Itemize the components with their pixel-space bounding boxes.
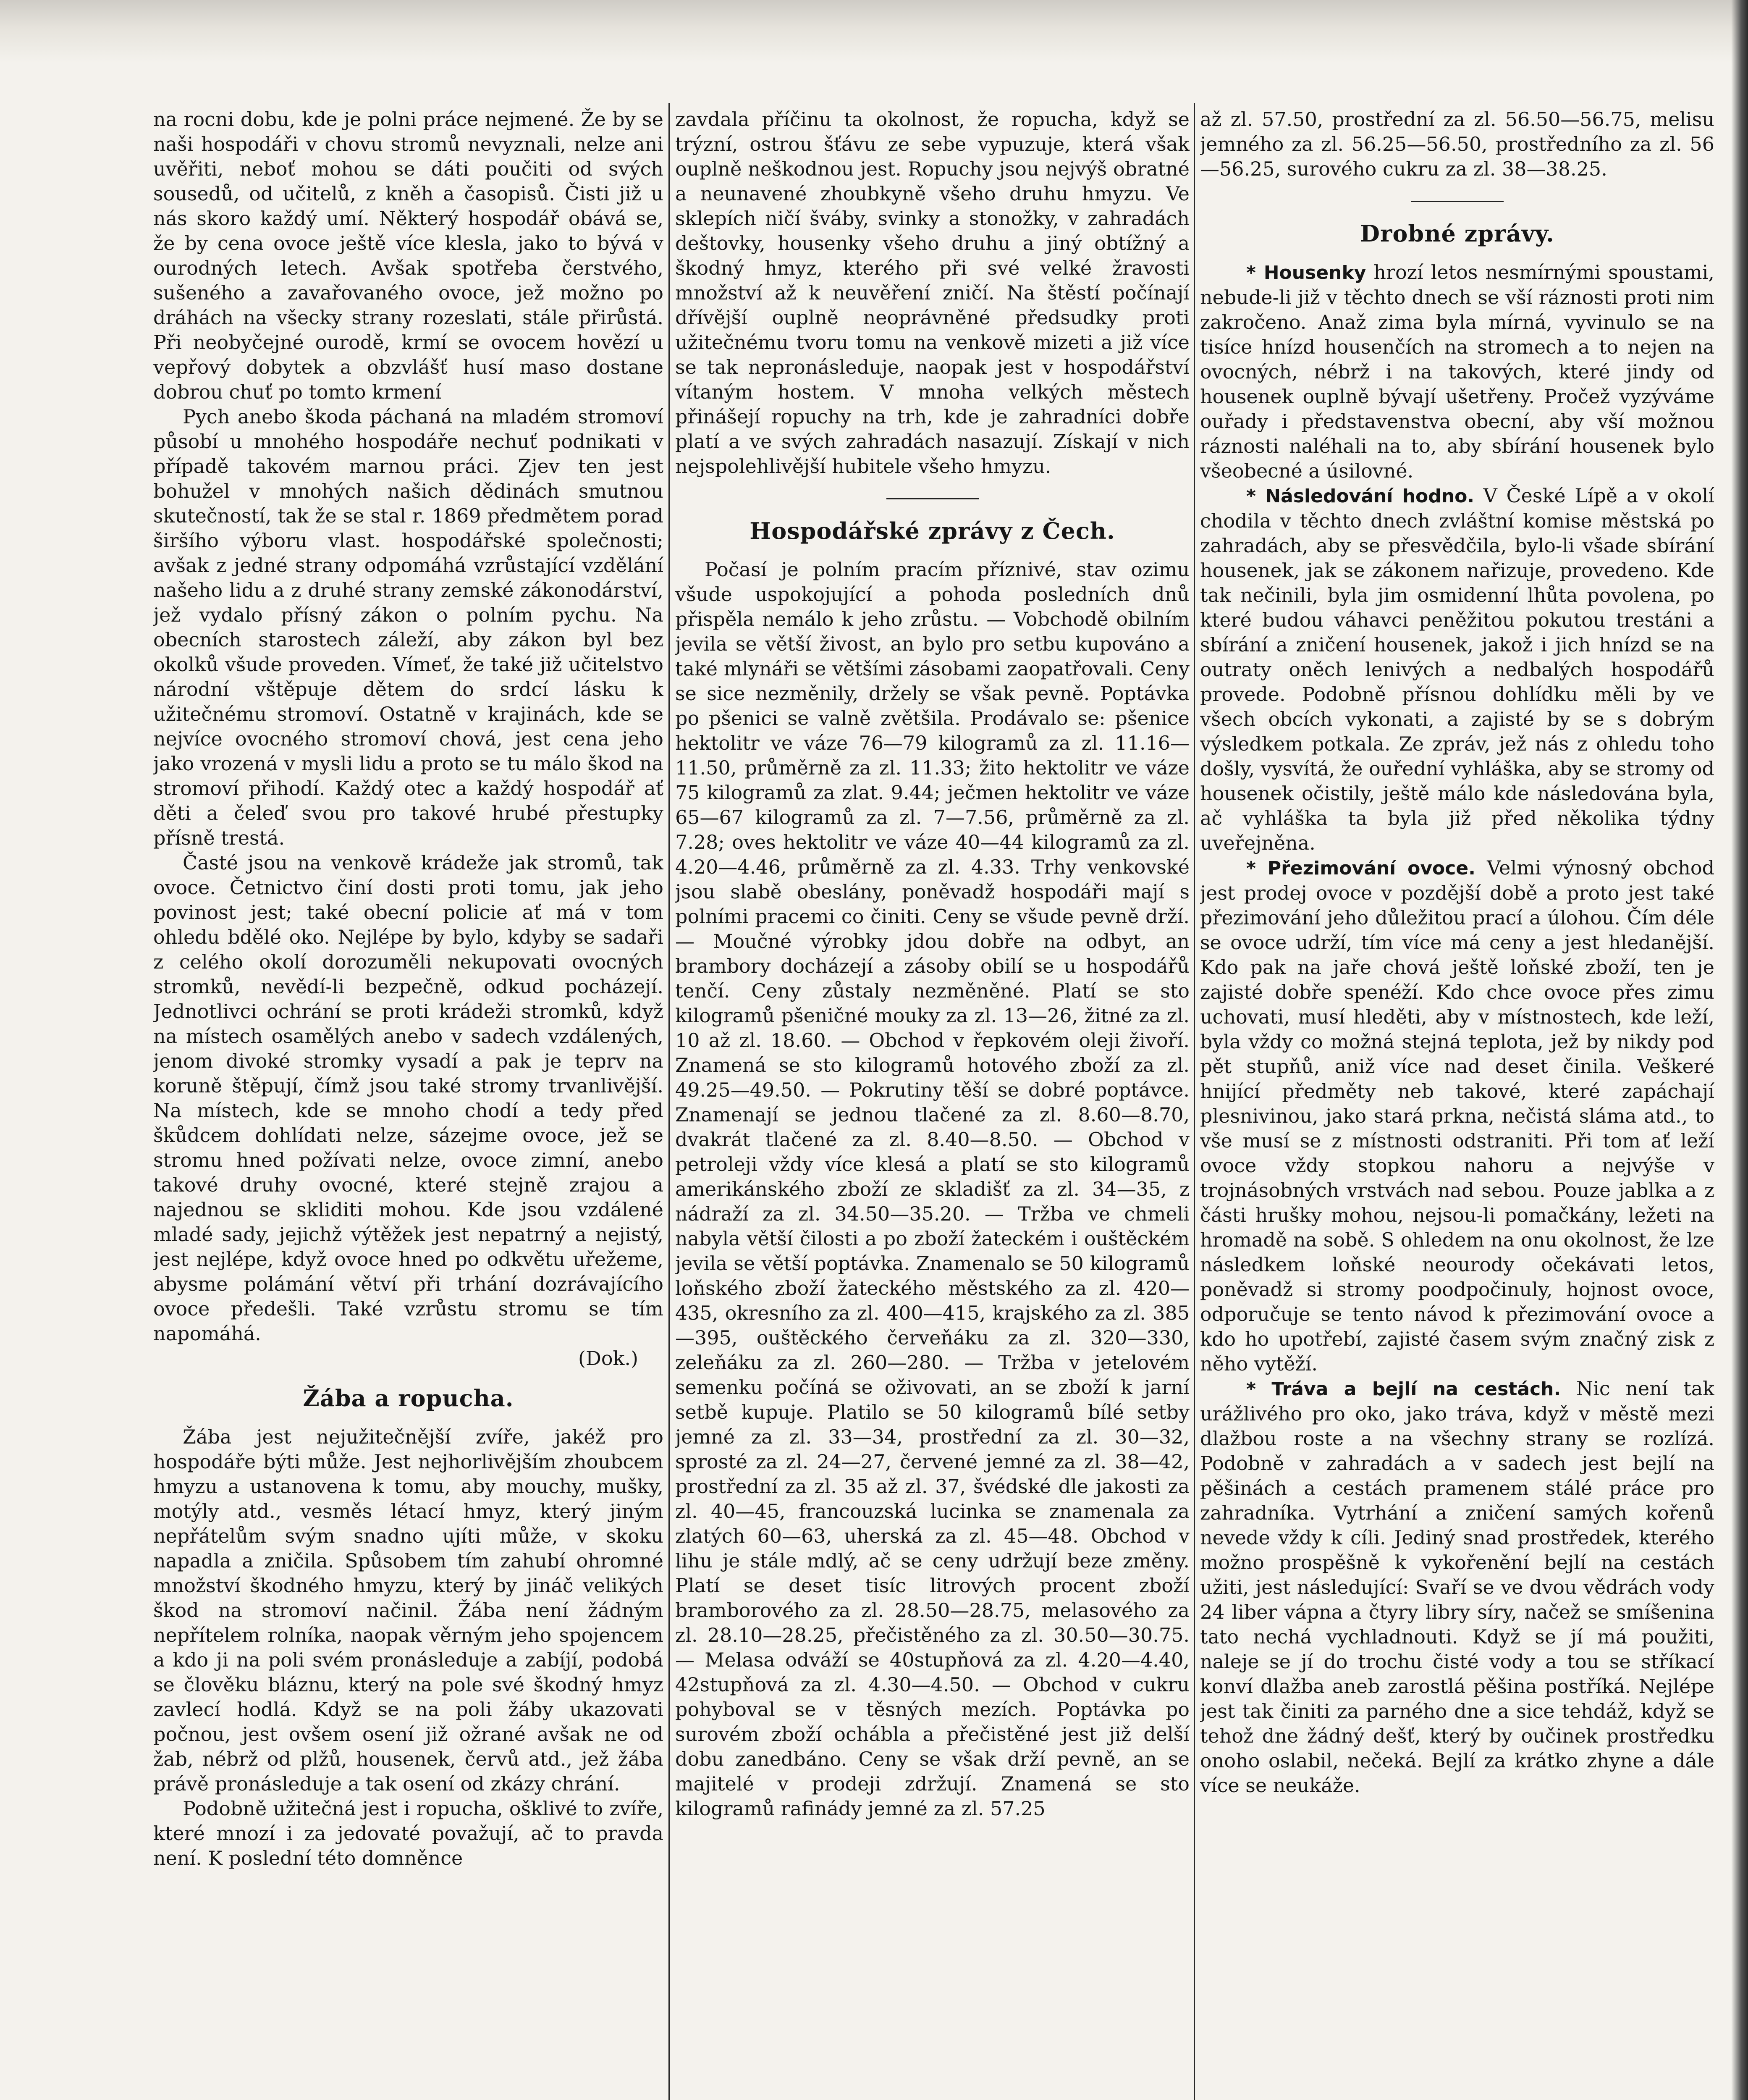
news-item-prezimovani: [1200, 856, 1714, 1376]
news-item-trava: [1200, 1376, 1714, 1798]
column-left: [153, 107, 663, 2100]
column-rule-1: [668, 103, 670, 2100]
paragraph: Časté jsou na venkově krádeže jak stromů, tak ovoce. Četnictvo činí dosti proti tomu, jak jeho povinost jest; také obecní policie ať má v tom ohledu bdělé oko. Nejlépe by bylo, kdyby se sadaři z celého okolí dorozuměli nekupovati ovocných stromků, nevědí-li bezpečně, odkud pocházejí. Jednotlivci ochrání se proti krádeži stromků, když na místech osamělých anebo v sadech vzdálených, jenom divoké stromky vysadí a pak je teprv na koruně štěpují, čímž jsou také stromy trvanlivější. Na místech, kde se mnoho chodí a tedy před škůdcem dohlídati nelze, sázejme ovoce, jež se stromu hned požívati nelze, ovoce zimní, anebo takové druhy ovocné, které stejně zrajou a najednou se skliditi mohou. Kde jsou vzdálené mladé sady, jejichž výtěžek jest nepatrný a nejistý, jest nejlépe, když ovoce hned po odkvětu uřežeme, abysme polámání větví při trhání dozrávajícího ovoce předešli. Také vzrůstu stromu se tím napomáhá.: [153, 851, 663, 1345]
news-item-text: Nic není tak urážlivého pro oko, jako tráva, když v městě mezi dlažbou roste a na všechny strany se rozlízá. Podobně v zahradách a v sadech jest bejlí na pěšinách a cestách pramenem stálé práce pro zahradníka. Vytrhání a zničení samých kořenů nevede vždy k cíli. Jediný snad prostředek, kterého možno prospěšně k vykořenění bejlí na cestách užiti, jest následující: Svaří se ve dvou vědrách vody 24 liber vápna a čtyry libry síry, načež se smíšenina tato nechá vychladnouti. Když se jí má použiti, naleje se jí do trochu čisté vody a tou se stříkací konví dlažba aneb zarostlá pěšina postříká. Nejlépe jest tak činiti za parného dne a sice tehdáž, když se tehož dne žádný dešť, který by oučinek prostředku onoho oslabil, nečeká. Bejlí za krátko zhyne a dále více se neukáže.: [1200, 1377, 1714, 1797]
article-heading-drobne-zpravy: Drobné zprávy.: [1360, 220, 1554, 247]
news-item-lead: * Housenky: [1246, 262, 1366, 284]
article-continuation-note: (Dok.): [578, 1347, 638, 1370]
paragraph: Podobně užitečná jest i ropucha, ošklivé to zvíře, které mnozí i za jedovaté považují, ač to pravda není. K poslední této domněnce: [153, 1797, 663, 1869]
paragraph: zavdala příčinu ta okolnost, že ropucha, když se trýzní, ostrou šťávu ze sebe vypuzuje, která však ouplně neškodnou jest. Ropuchy jsou nejvýš obratné a neunavené zhoubkyně všeho druhu hmyzu. Ve sklepích ničí šváby, svinky a stonožky, v zahradách deštovky, housenky všeho druhu a jiný obtížný a škodný hmyz, kterého při své velké žravosti množství až k neuvěření zničí. Na štěstí počínají dřívější ouplně neoprávněné předsudky proti užitečnému tvoru tomu na venkově mizeti a již více se tak nepronásleduje, naopak jest v hospodářství vítaným hostem. V mnoha velkých městech přinášejí ropuchy na trh, kde je zahradníci dobře platí a ve svých zahradách nasazují. Získají v nich nejspolehlivější hubitele všeho hmyzu.: [675, 108, 1190, 478]
column-rule-2: [1194, 103, 1195, 2100]
paragraph: Počasí je polním pracím příznivé, stav ozimu všude uspokojující a pohoda posledních dnů přispěla nemálo k jeho zrůstu. — Vobchodě obilním jevila se větší živost, an bylo pro setbu kupováno a také mlynáři se většími zásobami zaopatřovali. Ceny se sice nezměnily, držely se však pevně. Poptávka po pšenici se valně zvětšila. Prodávalo se: pšenice hektolitr ve váze 76—79 kilogramů za zl. 11.16—11.50, průměrně za zl. 11.33; žito hektolitr ve váze 75 kilogramů za zlat. 9.44; ječmen hektolitr ve váze 65—67 kilogramů za zl. 7—7.56, průměrně za zl. 7.28; oves hektolitr ve váze 40—44 kilogramů za zl. 4.20—4.46, průměrně za zl. 4.33. Trhy venkovské jsou slabě obeslány, poněvadž hospodáři mají s polními pracemi co činiti. Ceny se všude pevně drží. — Moučné výrobky jdou dobře na odbyt, an brambory docházejí a zásoby obilí se u hospodářů tenčí. Ceny zůstaly nezměněné. Platí se sto kilogramů pšeničné mouky za zl. 13—26, žitné za zl. 10 až zl. 18.60. — Obchod v řepkovém oleji živoří. Znamená se sto kilogramů hotového zboží za zl. 49.25—49.50. — Pokrutiny těší se dobré poptávce. Znamenají se jednou tlačené za zl. 8.60—8.70, dvakrát tlačené za zl. 8.40—8.50. — Obchod v petroleji vždy více klesá a platí se sto kilogramů amerikánského zboží ze skladišť za zl. 34—35, z nádraží za zl. 34.50—35.20. — Tržba ve chmeli nabyla větší čilosti a po zboží žateckém i ouštěckém jevila se větší poptávka. Znamenalo se 50 kilogramů loňského zboží žateckého městského za zl. 420—435, okresního za zl. 400—415, krajského za zl. 385—395, ouštěckého červeňáku za zl. 320—330, zeleňáku za zl. 260—280. — Tržba v jetelovém semenku počíná se oživovati, an se zboží k jarní setbě kupuje. Platilo se 50 kilogramů bílé setby jemné za zl. 33—34, prostřední za zl. 30—32, sprosté za zl. 24—27, červené jemné za zl. 38—42, prostřední za zl. 35 až zl. 37, švédské dle jakosti za zl. 40—45, francouzská lucinka se znamenala za zlatých 60—63, uherská za zl. 45—48. Obchod v lihu je stále mdlý, ač se ceny udržují beze změny. Platí se deset tisíc litrových procent zboží bramborového za zl. 28.50—28.75, melasového za zl. 28.10—28.25, přečistěného za zl. 30.50—30.75. — Melasa odváží se 40stupňová za zl. 4.20—4.40, 42stupňová za zl. 4.30—4.50. — Obchod v cukru pohyboval se v těsných mezích. Poptávka po surovém zboží ochábla a přečistěné jest již delší dobu zanedbáno. Ceny se však drží pevně, an se majitelé v prodeji zdržují. Znamená se sto kilogramů rafinády jemné za zl. 57.25: [675, 558, 1190, 1820]
section-divider: [886, 498, 979, 499]
news-item-housenky: [1200, 260, 1714, 483]
column-middle: [675, 107, 1190, 2100]
paragraph: Pych anebo škoda páchaná na mladém stromoví působí u mnohého hospodáře nechuť podnikati v případě takovém marnou práci. Zjev ten jest bohužel v mnohých našich dědinách smutnou skutečností, tak že se stal r. 1869 předmětem porad širšího výboru vlast. hospodářské společnosti; avšak z jedné strany odpomáhá vzrůstající vzdělání našeho lidu a z druhé strany zemské zákonodárství, jež vydalo přísný zákon o polním pychu. Na obecních starostech záleží, aby zákon byl bez okolků všude proveden. Vímeť, že také již učitelstvo národní vštěpuje dětem do srdcí lásku k užitečnému stromoví. Ostatně v krajinách, kde se nejvíce ovocného stromoví chová, jest cena jeho jako vrozená v mysli lidu a proto se tu málo škod na stromoví přihodí. Každý otec a každý hospodář ať děti a čeleď svou pro takové hrubé přestupky přísně trestá.: [153, 405, 663, 849]
page-top-shadow: [0, 0, 1748, 63]
paragraph: Žába jest nejužitečnější zvíře, jakéž pro hospodáře býti může. Jest nejhorlivějším zhoubcem hmyzu a ustanovena k tomu, aby mouchy, mušky, motýly atd., vesměs létací hmyz, který jiným nepřátelům svým snadno ujíti může, v skoku napadla a zničila. Spůsobem tím zahubí ohromné množství škodného hmyzu, který by jináč velikých škod na stromoví načinil. Žába není žádným nepřítelem rolníka, naopak věrným jeho spojencem a kdo ji na poli svém pronásleduje a zabíjí, podobá se člověku bláznu, který na pole své škodný hmyz zavlecí hodlá. Když se na poli žáby ukazovati počnou, jest ovšem osení již ožrané avšak ne od žab, nébrž od plžů, housenek, červů atd., jež žába právě pronásleduje a tak osení od zkázy chrání.: [153, 1425, 663, 1795]
page-right-edge: [1731, 0, 1748, 2100]
news-item-nasledovani: [1200, 483, 1714, 856]
paragraph: až zl. 57.50, prostřední za zl. 56.50—56.75, melisu jemného za zl. 56.25—56.50, prostředního za zl. 56—56.25, surového cukru za zl. 38—38.25.: [1200, 108, 1714, 180]
news-item-text: Velmi výnosný obchod jest prodej ovoce v pozdější době a proto jest také přezimování jeho důležitou prací a úlohou. Čím déle se ovoce udrží, tím více má ceny a jest hledanější. Kdo pak na jaře chová ještě loňské zboží, ten je zajisté dobře spenéží. Kdo chce ovoce přes zimu uchovati, musí hleděti, aby v místnostech, kde leží, byla vždy co možná stejná teplota, jež by nikdy pod pět stupňů, aniž více nad deset činila. Veškeré hnijící předměty neb takové, které zapáchají plesnivinou, jako stará prkna, nečistá sláma atd., to vše musí se z místnosti odstraniti. Při tom ať leží ovoce vždy stopkou nahoru a nejvýše v trojnásobných vrstvách nad sebou. Pouze jablka a z části hrušky mohou, nejsou-li pomačkány, ležeti na hromadě na sobě. S ohledem na onu okolnost, že lze následkem loňské neourody očekávati letos, poněvadž si stromy poodpočinuly, hojnost ovoce, odporučuje se tento návod k přezimování ovoce a kdo ho upotřebí, zajisté časem svým značný zisk z něho vytěží.: [1200, 856, 1714, 1375]
article-heading-hospodarske-zpravy: Hospodářské zprávy z Čech.: [750, 517, 1115, 544]
news-item-lead: * Tráva a bejlí na cestách.: [1246, 1378, 1561, 1400]
news-item-lead: * Přezimování ovoce.: [1246, 858, 1475, 879]
column-right: [1200, 107, 1714, 2100]
article-heading-zaba: Žába a ropucha.: [303, 1385, 514, 1412]
section-divider: [1411, 201, 1504, 202]
news-item-text: hrozí letos nesmírnými spoustami, nebude-li již v těchto dnech se vší ráznosti proti nim zakročeno. Anaž zima byla mírná, vyvinulo se na tisíce hnízd housenčích na stromech a to nejen na ovocných, nébrž i na takových, které jindy od housenek ouplně bývají ušetřeny. Pročež vyzýváme ouřady i představenstva obecní, aby vší možnou ráznosti naléhali na to, aby sbírání housenek bylo všeobecné a úsilovné.: [1200, 261, 1714, 482]
paragraph: na rocni dobu, kde je polni práce nejmené. Že by se naši hospodáři v chovu stromů nevyznali, nelze ani uvěřiti, neboť mohou se dáti poučiti od svých sousedů, od učitelů, z kněh a časopisů. Čisti již u nás skoro každý umí. Některý hospodář obává se, že by cena ovoce ještě více klesla, jako to bývá v ourodných letech. Avšak spotřeba čerstvého, sušeného a zavařovaného ovoce, jež možno po dráhách na všecky strany rozeslati, stále přirůstá. Při neobyčejné ourodě, krmí se ovocem hovězí u vepřový dobytek a obzvlášť husí maso dostane dobrou chuť po tomto krmení: [153, 108, 663, 403]
news-item-lead: * Následování hodno.: [1246, 486, 1475, 507]
news-item-text: V České Lípě a v okolí chodila v těchto dnech zvláštní komise městská po zahradách, aby se přesvědčila, bylo-li všade sbírání housenek, jak se zákonem nařizuje, provedeno. Kde tak nečinili, byla jim osmidenní lhůta povolena, po které budou váhavci peněžitou pokutou trestáni a sbírání a zničení housenek, jakož i jich hnízd se na outraty oněch lenivých a nedbalých hospodářů provede. Podobně přísnou dohlídku měli by ve všech obcích vykonati, a zajisté by se s dobrým výsledkem potkala. Ze zpráv, jež nás z ohledu toho došly, vysvítá, že ouřední vyhláška, aby se stromy od housenek očistily, ještě málo kde následována byla, ač vyhláška ta byla již před několika týdny uveřejněna.: [1200, 484, 1714, 854]
